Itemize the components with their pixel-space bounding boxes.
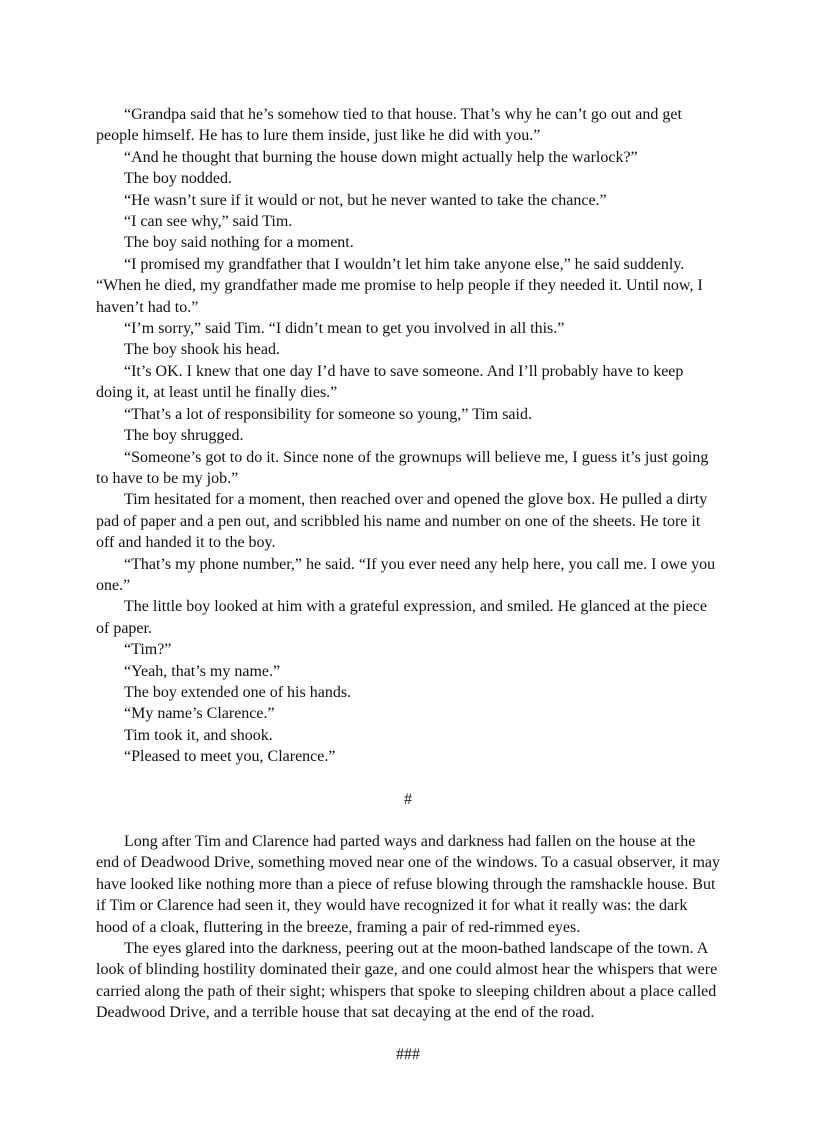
paragraph: “My name’s Clarence.” [124, 705, 275, 723]
end-mark: ### [396, 1045, 420, 1063]
paragraph: “I promised my grandfather that I wouldn’t let him take anyone else,” he said suddenly. “When he died, my grandfather made me promise to help people if they needed it. Until now, I haven’t had to.” [96, 255, 703, 316]
scene-break: # [404, 790, 412, 808]
paragraph: The boy nodded. [124, 170, 232, 188]
paragraph: The little boy looked at him with a grateful expression, and smiled. He glanced at the piece of paper. [96, 598, 707, 637]
paragraph: The eyes glared into the darkness, peering out at the moon-bathed landscape of the town. A look of blinding hostility dominated their gaze, and one could almost hear the whispers that were carried along the path of their sight; whispers that spoke to sleeping children about a place called Deadwood Drive, and a terrible house that sat decaying at the end of the road. [96, 940, 718, 1022]
paragraph: “Yeah, that’s my name.” [124, 662, 281, 680]
paragraph: The boy shrugged. [124, 427, 244, 445]
paragraph: “And he thought that burning the house down might actually help the warlock?” [124, 148, 638, 166]
paragraph: “Tim?” [124, 641, 172, 659]
paragraph: “That’s my phone number,” he said. “If you ever need any help here, you call me. I owe you one.” [96, 555, 716, 594]
paragraph: “I can see why,” said Tim. [124, 213, 293, 231]
paragraph: “It’s OK. I knew that one day I’d have to save someone. And I’ll probably have to keep doing it, at least until he finally dies.” [96, 362, 684, 402]
paragraph: The boy shook his head. [124, 341, 280, 359]
paragraph: “I’m sorry,” said Tim. “I didn’t mean to get you involved in all this.” [124, 320, 565, 338]
paragraph: “That’s a lot of responsibility for someone so young,” Tim said. [124, 405, 532, 423]
document-page [96, 104, 720, 1065]
paragraph: The boy said nothing for a moment. [124, 234, 354, 252]
paragraph: Long after Tim and Clarence had parted ways and darkness had fallen on the house at the end of Deadwood Drive, something moved near one of the windows. To a casual observer, it may have looked like nothing more than a piece of refuse blowing through the ramshackle house. But if Tim or Clarence had seen it, they would have recognized it for what it really was: the dark hood of a cloak, fluttering in the breeze, framing a pair of red-rimmed eyes. [96, 833, 720, 936]
paragraph: “He wasn’t sure if it would or not, but he never wanted to take the chance.” [124, 191, 607, 209]
paragraph: Tim hesitated for a moment, then reached over and opened the glove box. He pulled a dirty pad of paper and a pen out, and scribbled his name and number on one of the sheets. He tore it off and handed it to the boy. [96, 491, 708, 552]
paragraph: Tim took it, and shook. [124, 726, 273, 744]
paragraph: The boy extended one of his hands. [124, 683, 352, 701]
paragraph: “Pleased to meet you, Clarence.” [124, 748, 336, 766]
paragraph: “Grandpa said that he’s somehow tied to that house. That’s why he can’t go out and get people himself. He has to lure them inside, just like he did with you.” [96, 106, 682, 145]
paragraph: “Someone’s got to do it. Since none of the grownups will believe me, I guess it’s just going to have to be my job.” [96, 448, 709, 487]
